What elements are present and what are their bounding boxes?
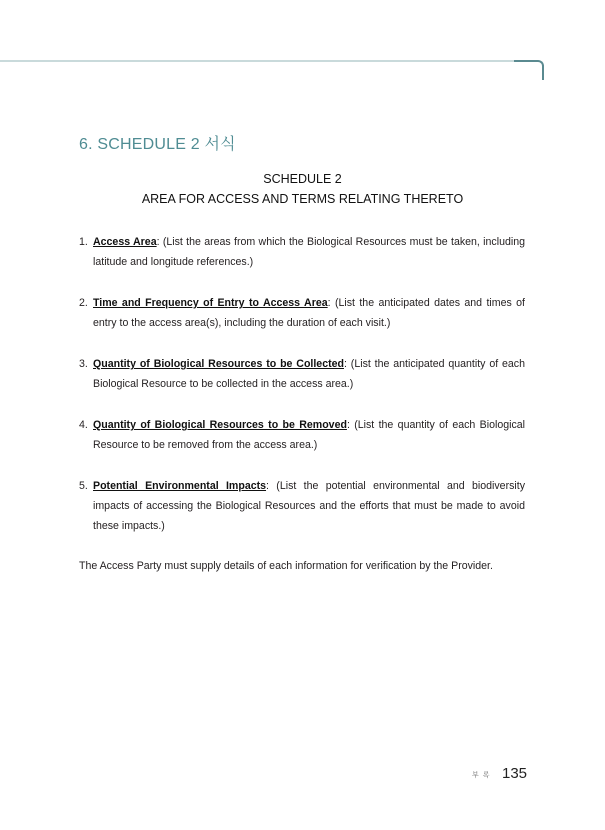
- schedule-heading: SCHEDULE 2: [263, 172, 342, 186]
- corner-bracket-decoration: [514, 60, 544, 80]
- header-rule: [0, 60, 530, 62]
- item-term: Quantity of Biological Resources to be Removed: [93, 419, 347, 431]
- item-number: 4.: [79, 419, 88, 431]
- footer-label: 부 록: [472, 772, 491, 779]
- list-item: [79, 354, 525, 394]
- item-term: Access Area: [93, 236, 157, 248]
- list-item: [79, 476, 525, 536]
- page-number: 135: [502, 765, 528, 782]
- item-term: Time and Frequency of Entry to Access Area: [93, 297, 328, 309]
- item-term: Potential Environmental Impacts: [93, 480, 267, 492]
- item-description: : (List the anticipated quantity of each Biological Resource to be collected in the access area.): [93, 358, 525, 390]
- closing-note: The Access Party must supply details of each information for verification by the Provider.: [79, 560, 493, 572]
- item-description: : (List the potential environmental and biodiversity impacts of accessing the Biological Resources and the efforts that must be made to avoid these impacts.): [93, 480, 525, 532]
- item-description: : (List the areas from which the Biological Resources must be taken, including latitude and longitude references.): [93, 236, 525, 268]
- list-item: [79, 415, 525, 455]
- item-number: 3.: [79, 358, 88, 370]
- schedule-item-list: [79, 232, 525, 557]
- item-description: : (List the anticipated dates and times of entry to the access area(s), including the duration of each visit.): [93, 297, 525, 329]
- item-number: 1.: [79, 236, 88, 248]
- list-item: [79, 293, 525, 333]
- item-number: 5.: [79, 480, 88, 492]
- section-title: 6. SCHEDULE 2 서식: [79, 136, 236, 153]
- schedule-subheading: AREA FOR ACCESS AND TERMS RELATING THERETO: [141, 192, 464, 206]
- item-number: 2.: [79, 297, 88, 309]
- item-description: : (List the quantity of each Biological Resource to be removed from the access area.): [93, 419, 525, 451]
- item-term: Quantity of Biological Resources to be Collected: [93, 358, 344, 370]
- list-item: [79, 232, 525, 272]
